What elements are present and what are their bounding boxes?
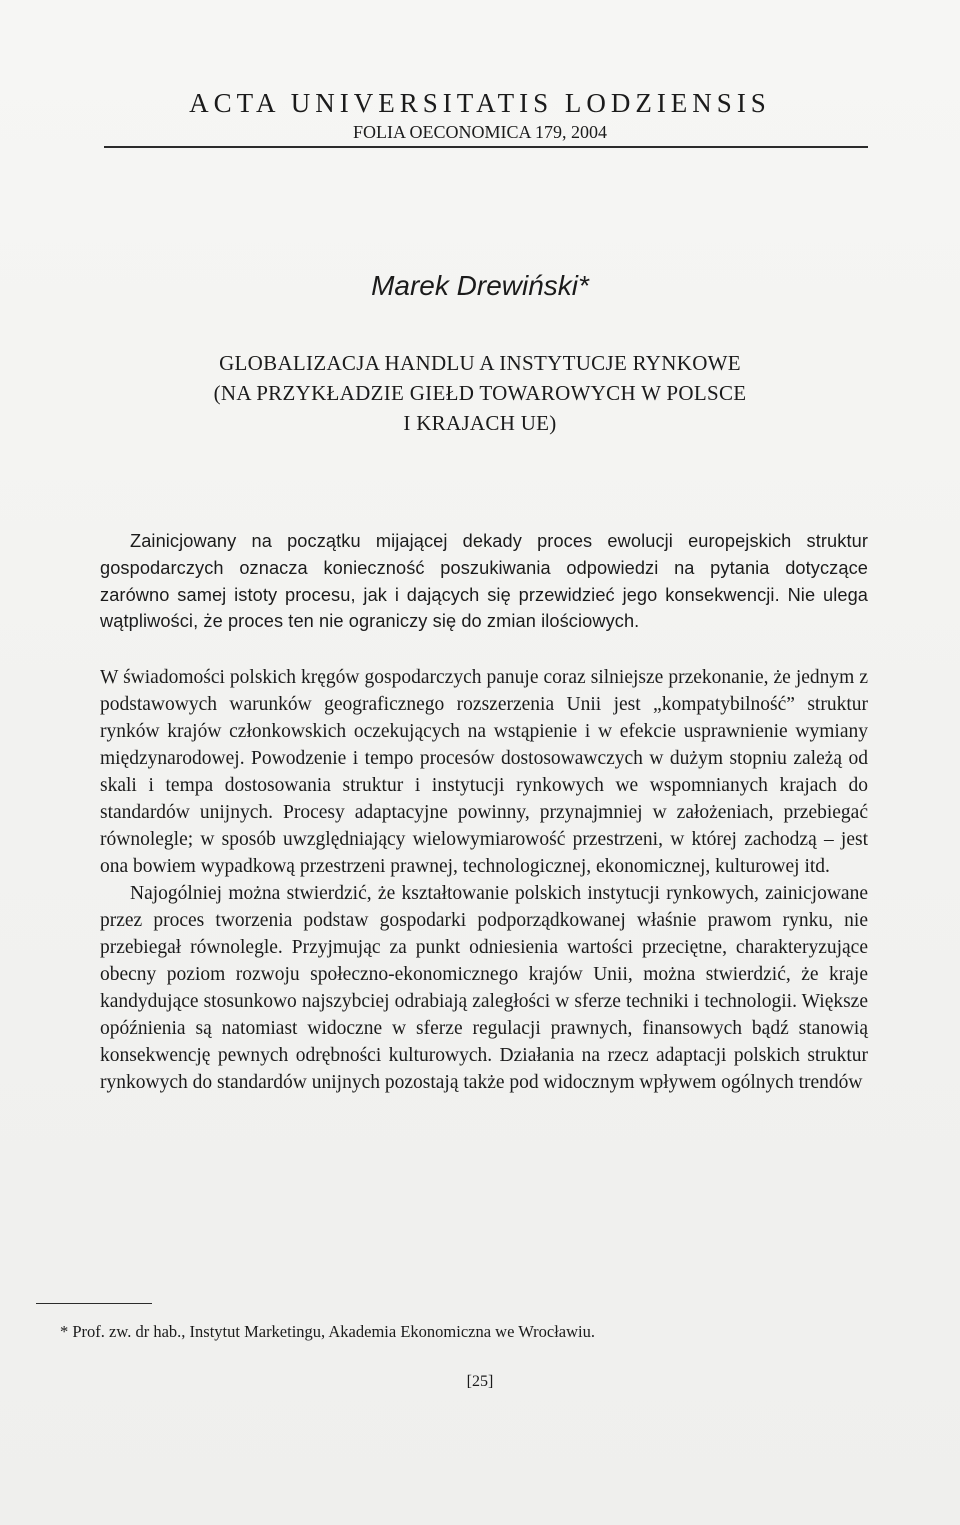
title-line-1: GLOBALIZACJA HANDLU A INSTYTUCJE RYNKOWE [219, 351, 741, 375]
paragraph: Najogólniej można stwierdzić, że kształtowanie polskich instytucji rynkowych, zainicjowane przez proces tworzenia podstaw gospodarki podporządkowanej właśnie prawom rynku, nie przebiegał równolegle. Przyjmując za punkt odniesienia wartości przeciętne, charakteryzujące obecny poziom rozwoju społeczno-ekonomicznego krajów Unii, można stwierdzić, że kraje kandydujące stosunkowo najszybciej odrabiają zaległości w sferze techniki i technologii. Większe opóźnienia są natomiast widoczne w sferze regulacji prawnych, finansowych bądź stanowią konsekwencję pewnych odrębności kulturowych. Działania na rzecz adaptacji polskich struktur rynkowych do standardów unijnych pozostają także pod widocznym wpływem ogólnych trendów [100, 883, 868, 1093]
body-text [100, 664, 868, 1096]
footnote: * Prof. zw. dr hab., Instytut Marketingu, Akademia Ekonomiczna we Wrocławiu. [60, 1322, 595, 1341]
journal-header [40, 88, 920, 144]
footnote-rule [36, 1303, 152, 1304]
page-number: [25] [466, 1373, 494, 1390]
author-name: Marek Drewiński* [371, 270, 589, 301]
journal-name: ACTA UNIVERSITATIS LODZIENSIS [189, 88, 771, 118]
article-title [40, 348, 920, 438]
journal-series: FOLIA OECONOMICA 179, 2004 [352, 122, 607, 142]
header-rule [104, 146, 868, 148]
paragraph: W świadomości polskich kręgów gospodarczych panuje coraz silniejsze przekonanie, że jednym z podstawowych warunków geograficznego rozszerzenia Unii jest „kompatybilność” struktur rynków krajów członkowskich oczekujących na wstąpienie i w efekcie usprawnienie wymiany międzynarodowej. Powodzenie i tempo procesów dostosowawczych w dużym stopniu zależą od skali i tempa dostosowania struktur i instytucji rynkowych we wspomnianych krajach do standardów unijnych. Procesy adaptacyjne powinny, przynajmniej w założeniach, przebiegać równolegle; w sposób uwzględniający wielowymiarowość przestrzeni, w której zachodzą – jest ona bowiem wypadkową przestrzeni prawnej, technologicznej, ekonomicznej, kulturowej itd. [100, 667, 868, 877]
title-line-2: (NA PRZYKŁADZIE GIEŁD TOWAROWYCH W POLSCE [213, 381, 747, 405]
abstract: Zainicjowany na początku mijającej dekady proces ewolucji europejskich struktur gospodarczych oznacza konieczność poszukiwania odpowiedzi na pytania dotyczące zarówno samej istoty procesu, jak i dających się przewidzieć jego konsekwencji. Nie ulega wątpliwości, że proces ten nie ograniczy się do zmian ilościowych. [100, 531, 868, 632]
title-line-3: I KRAJACH UE) [403, 411, 557, 435]
